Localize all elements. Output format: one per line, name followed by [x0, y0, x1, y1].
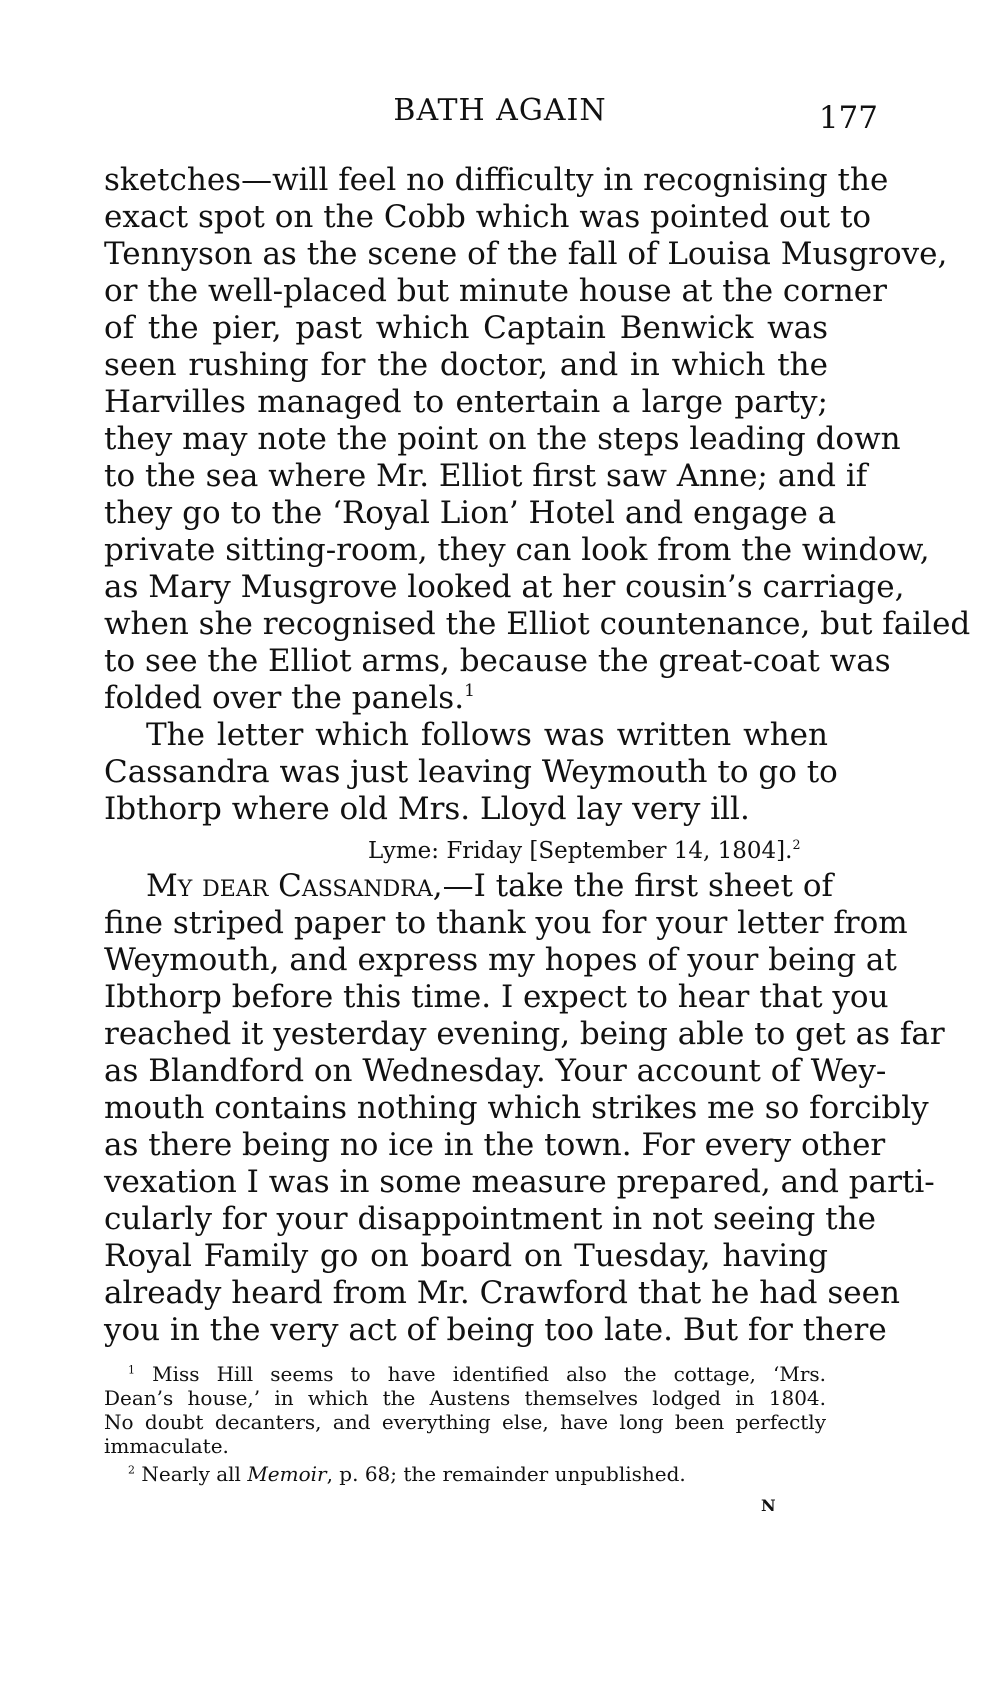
footnote-1-mark: 1: [128, 1363, 135, 1377]
text-line: Harvilles managed to entertain a large party;: [104, 384, 828, 420]
letter-line: vexation I was in some measure prepared, and parti-: [104, 1164, 935, 1200]
text-line: they may note the point on the steps leading down: [104, 421, 901, 457]
dateline-text: Lyme: Friday [September 14, 1804].: [368, 838, 793, 864]
text-line: when she recognised the Elliot countenance, but failed: [104, 606, 971, 642]
text-line: Cassandra was just leaving Weymouth to go to: [104, 754, 838, 790]
footnote-1-text: Miss Hill seems to have identified also the cottage, ‘Mrs.: [152, 1362, 826, 1386]
footnote-1-line: Dean’s house,’ in which the Austens themselves lodged in 1804.: [104, 1386, 826, 1410]
footnote-2-mark: 2: [128, 1463, 135, 1477]
footnote-1-line: No doubt decanters, and everything else, have long been perfectly: [104, 1410, 826, 1434]
text-line: to the sea where Mr. Elliot first saw Anne; and if: [104, 458, 868, 494]
text-line: of the pier, past which Captain Benwick was: [104, 310, 828, 346]
text-line: to see the Elliot arms, because the great-coat was: [104, 643, 891, 679]
text-line: The letter which follows was written when: [146, 717, 828, 753]
letter-line: reached it yesterday evening, being able to get as far: [104, 1016, 945, 1052]
footnote-2-line: [128, 1462, 826, 1486]
footnote-reference-2: 2: [792, 837, 801, 853]
text-line: or the well-placed but minute house at the corner: [104, 273, 887, 309]
footnote-2-post: , p. 68; the remainder unpublished.: [326, 1462, 686, 1486]
letter-line: mouth contains nothing which strikes me so forcibly: [104, 1090, 929, 1126]
running-title: BATH AGAIN: [393, 93, 607, 128]
footnote-reference-1: 1: [464, 681, 475, 702]
letter-line: already heard from Mr. Crawford that he had seen: [104, 1275, 900, 1311]
letter-line: Royal Family go on board on Tuesday, having: [104, 1238, 828, 1274]
footnote-1-line: [128, 1362, 826, 1386]
text-line-content: folded over the panels.: [104, 680, 465, 716]
text-line: private sitting-room, they can look from the window,: [104, 532, 930, 568]
letter-line: as Blandford on Wednesday. Your account of Wey-: [104, 1053, 887, 1089]
signature-mark: N: [761, 1496, 776, 1515]
footnote-2-pre: Nearly all: [141, 1462, 248, 1486]
text-line: Tennyson as the scene of the fall of Louisa Musgrove,: [104, 236, 948, 272]
letter-dateline: [368, 837, 801, 865]
letter-line: fine striped paper to thank you for your letter from: [104, 905, 908, 941]
salutation: My dear Cassandra,: [146, 868, 443, 904]
text-line: [104, 680, 828, 717]
letter-line-content: —I take the first sheet of: [442, 868, 833, 904]
page-header: [0, 93, 1000, 136]
letter-line: Weymouth, and express my hopes of your being at: [104, 942, 897, 978]
text-line: they go to the ‘Royal Lion’ Hotel and engage a: [104, 495, 837, 531]
letter-line: you in the very act of being too late. But for there: [104, 1312, 887, 1348]
letter-line: Ibthorp before this time. I expect to hear that you: [104, 979, 889, 1015]
letter-line: cularly for your disappointment in not seeing the: [104, 1201, 876, 1237]
footnote-1-line: immaculate.: [104, 1434, 229, 1458]
text-line: Ibthorp where old Mrs. Lloyd lay very ill.: [104, 791, 750, 827]
text-line: sketches—will feel no difficulty in recognising the: [104, 162, 889, 198]
text-line: seen rushing for the doctor, and in which the: [104, 347, 828, 383]
letter-line: [146, 868, 833, 905]
text-line: exact spot on the Cobb which was pointed out to: [104, 199, 872, 235]
footnote-2-title: Memoir: [247, 1462, 327, 1486]
text-line: as Mary Musgrove looked at her cousin’s carriage,: [104, 569, 905, 605]
page-number: 177: [818, 100, 878, 136]
letter-line: as there being no ice in the town. For every other: [104, 1127, 886, 1163]
